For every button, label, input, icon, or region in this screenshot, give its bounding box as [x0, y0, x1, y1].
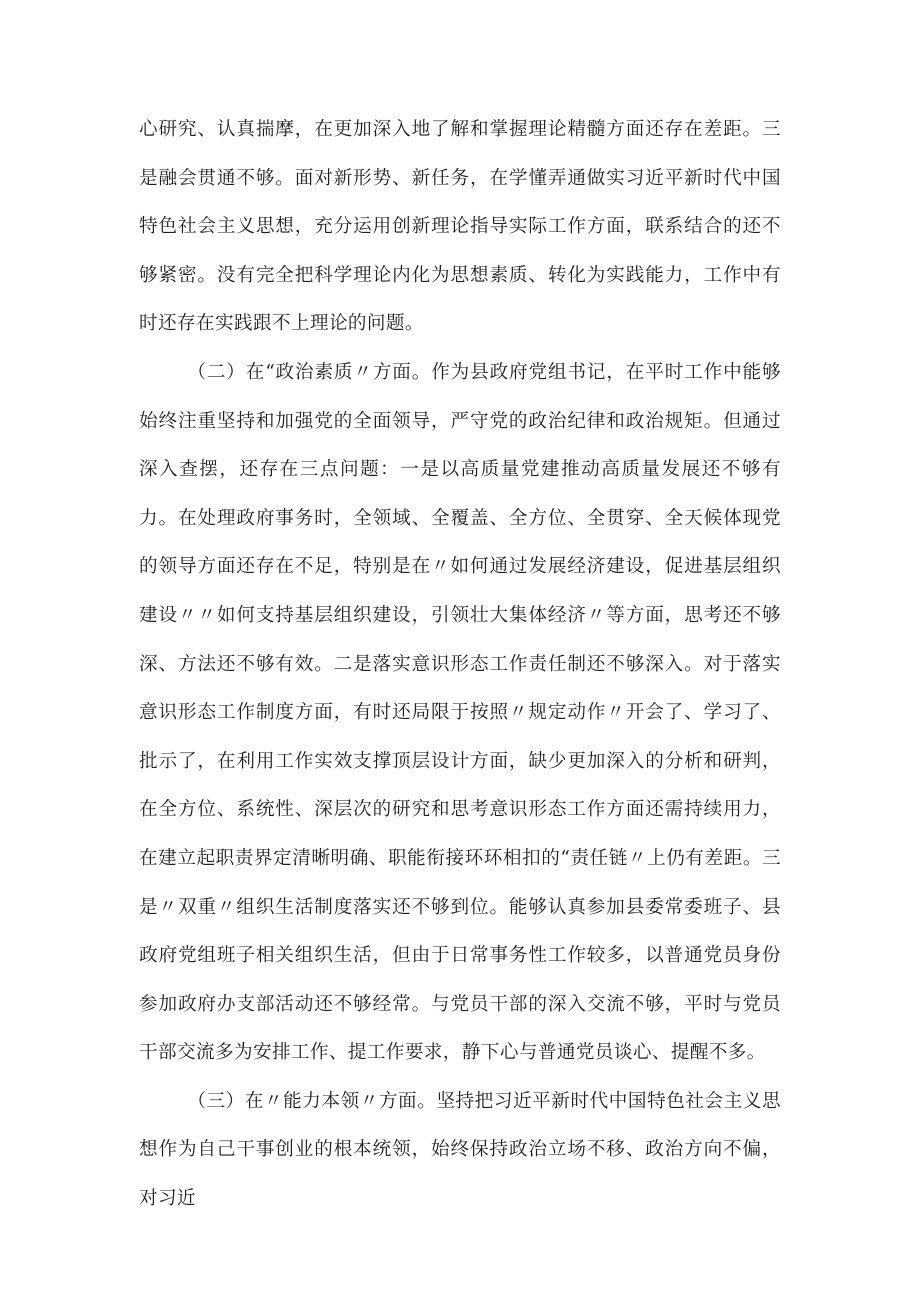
paragraph-ability: （三）在〃能力本领〃方面。坚持把习近平新时代中国特色社会主义思想作为自己干事创业的根本统领，始终保持政治立场不移、政治方向不偏，对习近 [139, 1090, 781, 1210]
paragraph-political-quality: （二）在“政治素质〃方面。作为县政府党组书记，在平时工作中能够始终注重坚持和加强党的全面领导，严守党的政治纪律和政治规矩。但通过深入查摆，还存在三点问题：一是以高质量党建推动高质量发展还不够有力。在处理政府事务时，全领域、全覆盖、全方位、全贯穿、全天候体现党的领导方面还存在不足，特别是在〃如何通过发展经济建设，促进基层组织建设〃〃如何支持基层组织建设，引领壮大集体经济〃等方面，思考还不够深、方法还不够有效。二是落实意识形态工作责任制还不够深入。对于落实意识形态工作制度方面，有时还局限于按照〃规定动作〃开会了、学习了、批示了，在利用工作实效支撑顶层设计方面，缺少更加深入的分析和研判，在全方位、系统性、深层次的研究和思考意识形态工作方面还需持续用力，在建立起职责界定清晰明确、职能衔接环环相扣的“责任链〃上仍有差距。三是〃双重〃组织生活制度落实还不够到位。能够认真参加县委常委班子、县政府党组班子相关组织生活，但由于日常事务性工作较多，以普通党员身份参加政府办支部活动还不够经常。与党员干部的深入交流不够，平时与党员干部交流多为安排工作、提工作要求，静下心与普通党员谈心、提醒不多。 [139, 361, 781, 1064]
paragraph-continuation: 心研究、认真揣摩，在更加深入地了解和掌握理论精髓方面还存在差距。三是融会贯通不够。面对新形势、新任务，在学懂弄通做实习近平新时代中国特色社会主义思想，充分运用创新理论指导实际工作方面，联系结合的还不够紧密。没有完全把科学理论内化为思想素质、转化为实践能力，工作中有时还存在实践跟不上理论的问题。 [139, 119, 781, 335]
document-body [139, 106, 781, 1224]
